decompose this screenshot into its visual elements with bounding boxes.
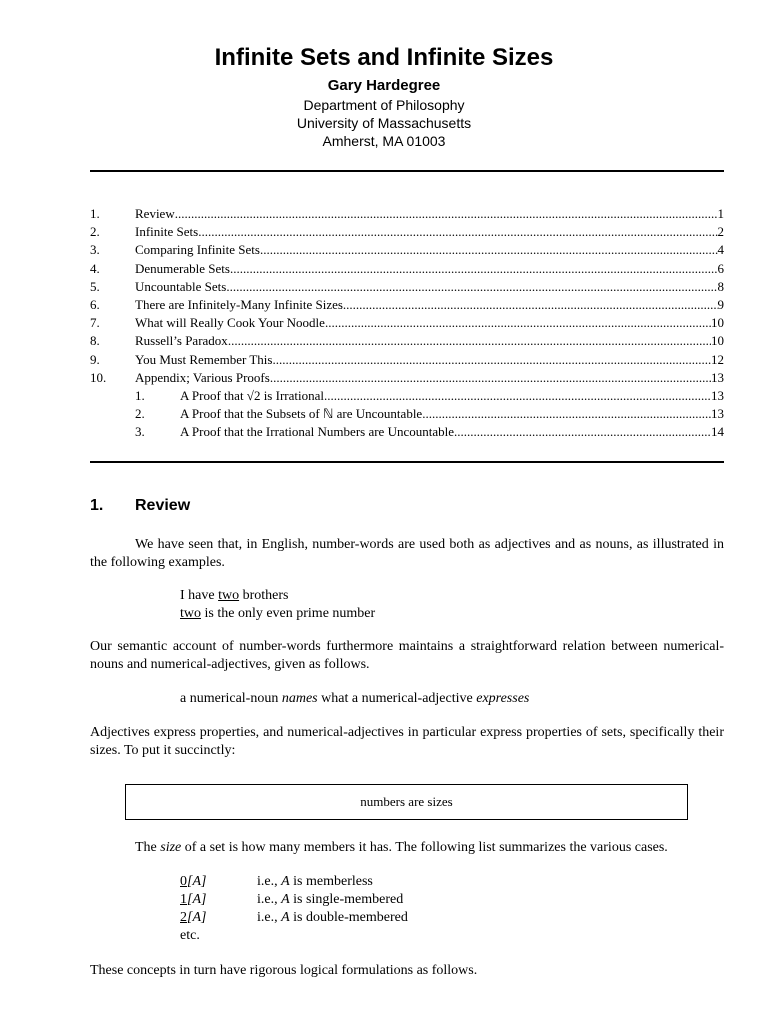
table-of-contents <box>90 205 724 441</box>
toc-entry-number: 10. <box>90 369 107 385</box>
boxed-thesis-text: numbers are sizes <box>360 794 453 809</box>
toc-subentry-number: 2. <box>135 406 145 422</box>
toc-subentry[interactable] <box>90 405 724 423</box>
toc-subentry-number: 1. <box>135 387 145 403</box>
toc-entry-title: Russell’s Paradox <box>135 333 228 349</box>
toc-entry-title: Appendix; Various Proofs <box>135 369 270 385</box>
toc-entry-title: Comparing Infinite Sets <box>135 242 260 258</box>
toc-entry-title: You Must Remember This <box>135 351 273 367</box>
boxed-thesis <box>125 784 688 820</box>
example-sentence-adjective: I have two brothers <box>180 588 289 603</box>
toc-leader-dots <box>228 332 711 350</box>
toc-entry-number: 2. <box>90 224 100 240</box>
paragraph-logical-formulations: These concepts in turn have rigorous logical formulations as follows. <box>90 963 478 978</box>
size-list-etc: etc. <box>180 928 200 943</box>
toc-entry[interactable] <box>90 278 724 296</box>
toc-entry-number: 6. <box>90 296 100 312</box>
example-sentence-noun: two is the only even prime number <box>180 606 376 621</box>
toc-leader-dots <box>175 205 718 223</box>
affiliation-address: Amherst, MA 01003 <box>322 133 446 149</box>
toc-entry-number: 5. <box>90 278 100 294</box>
toc-subentry-title: A Proof that √2 is Irrational <box>180 387 324 403</box>
toc-leader-dots <box>270 369 711 387</box>
toc-subentry[interactable] <box>90 387 724 405</box>
toc-leader-dots <box>260 241 718 259</box>
underlined-number-word: two <box>180 606 201 621</box>
toc-entry-title: What will Really Cook Your Noodle <box>135 315 325 331</box>
toc-entry[interactable] <box>90 332 724 350</box>
toc-entry-title: Infinite Sets <box>135 224 199 240</box>
toc-entry-page: 4 <box>717 242 724 258</box>
toc-subentry-title: A Proof that the Irrational Numbers are Uncountable <box>180 424 454 440</box>
toc-leader-dots <box>454 423 711 441</box>
toc-entry-number: 1. <box>90 206 100 221</box>
toc-entry-page: 6 <box>717 260 724 276</box>
toc-entry-page: 9 <box>717 296 724 312</box>
toc-divider <box>90 461 724 463</box>
toc-entry[interactable] <box>90 241 724 259</box>
toc-entry[interactable] <box>90 260 724 278</box>
header-divider <box>90 170 724 172</box>
example-noun-adjective-relation: a numerical-noun names what a numerical-adjective expresses <box>180 691 530 706</box>
document-title: Infinite Sets and Infinite Sizes <box>214 44 554 71</box>
toc-entry-title: Review <box>135 206 175 221</box>
toc-entry[interactable] <box>90 351 724 369</box>
toc-entry-page: 12 <box>711 351 724 367</box>
toc-subentry-page: 13 <box>711 406 724 422</box>
toc-subentry-page: 14 <box>711 424 724 440</box>
toc-entry-page: 8 <box>717 278 724 294</box>
toc-entry-page: 2 <box>717 224 724 240</box>
toc-entry[interactable] <box>90 369 724 387</box>
toc-leader-dots <box>198 223 717 241</box>
underlined-number-word: two <box>218 588 240 603</box>
toc-entry-page: 10 <box>711 333 724 349</box>
paragraph-size-definition: The size of a set is how many members it has. The following list summarizes the various cases. <box>135 840 668 855</box>
toc-entry-page: 1 <box>717 206 724 221</box>
toc-leader-dots <box>422 405 711 423</box>
section-heading <box>90 497 190 515</box>
toc-entry-page: 13 <box>711 369 724 385</box>
toc-leader-dots <box>226 278 717 296</box>
paragraph-intro: We have seen that, in English, number-words are used both as adjectives and as nouns, as illustrated in the following examples. <box>90 537 724 570</box>
toc-leader-dots <box>343 296 718 314</box>
section-number: 1. <box>90 497 104 514</box>
toc-leader-dots <box>324 387 711 405</box>
toc-leader-dots <box>325 314 711 332</box>
toc-entry-number: 9. <box>90 351 100 367</box>
toc-entry-number: 7. <box>90 315 100 331</box>
toc-entry-page: 10 <box>711 315 724 331</box>
toc-subentry-title: A Proof that the Subsets of ℕ are Uncountable <box>180 406 423 422</box>
affiliation-university: University of Massachusetts <box>296 115 472 131</box>
section-title: Review <box>135 497 191 514</box>
toc-entry-title: Denumerable Sets <box>135 260 230 276</box>
toc-subentry[interactable] <box>90 423 724 441</box>
toc-leader-dots <box>272 351 711 369</box>
paragraph-semantic-account: Our semantic account of number-words furthermore maintains a straightforward relation between numerical-nouns and numerical-adjectives, given as follows. <box>90 639 724 672</box>
author-name: Gary Hardegree <box>327 77 441 94</box>
toc-entry[interactable] <box>90 223 724 241</box>
toc-subentry-number: 3. <box>135 424 145 440</box>
toc-entry[interactable] <box>90 296 724 314</box>
toc-subentry-page: 13 <box>711 387 724 403</box>
toc-entry[interactable] <box>90 205 724 223</box>
affiliation-department: Department of Philosophy <box>303 97 465 113</box>
toc-entry-title: Uncountable Sets <box>135 278 227 294</box>
paragraph-adjectives-properties: Adjectives express properties, and numerical-adjectives in particular express properties of sets, specifically their sizes. To put it succinctly: <box>90 725 724 758</box>
toc-entry-title: There are Infinitely-Many Infinite Sizes <box>135 296 343 312</box>
toc-entry-number: 4. <box>90 260 100 276</box>
toc-leader-dots <box>230 260 718 278</box>
toc-entry-number: 8. <box>90 333 100 349</box>
toc-entry[interactable] <box>90 314 724 332</box>
toc-entry-number: 3. <box>90 242 100 258</box>
